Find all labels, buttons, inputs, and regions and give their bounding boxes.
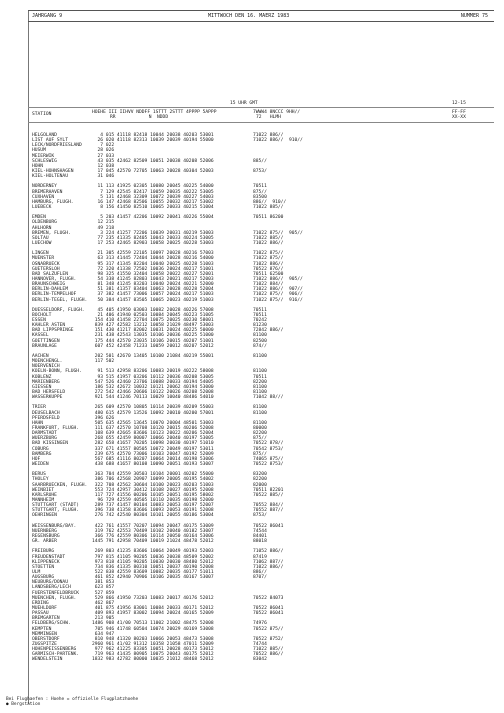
station-observation: 527 859	[92, 590, 115, 596]
station-observation: 93 515 41957 03206 10112 20036 40208 53005	[92, 374, 214, 380]
station-name: LIST AUF SYLT	[32, 138, 68, 144]
station-observation: 272 542 42466 20606 10122 20026 40208 52008	[92, 390, 214, 396]
station-name: CUXHAVEN	[32, 194, 55, 200]
station-name: FELDBERG/SCHW.	[32, 621, 71, 627]
station-weather-code: 71022 885//	[253, 235, 284, 241]
station-weather-code: 82200	[253, 379, 267, 385]
station-observation: 7 129 42545 82417 10059 20035 40222 53005	[92, 189, 214, 195]
station-name: MUEHLDORF	[32, 605, 57, 611]
station-observation: 11 113 41925 02305 10080 20045 40225 54000	[92, 184, 214, 190]
station-observation: 91 513 42958 83206 10083 20019 40222 58008	[92, 369, 214, 375]
station-name: GARMISCH-PARTENK.	[32, 652, 80, 658]
station-name: THOLEY	[32, 477, 49, 483]
station-weather-code: 70542 8753/	[253, 446, 284, 452]
station-name: KIEL-HOLTENAU	[32, 174, 68, 180]
station-name: LUECHOW	[32, 240, 52, 246]
station-name: BAD KISSINGEN	[32, 441, 68, 447]
station-observation: 268 655 42459 80007 10066 20040 40197 53005	[92, 436, 214, 442]
station-observation: 186 532 42672 10032 10121 20062 40194 53000	[92, 384, 214, 390]
station-weather-code: 70522 886//	[253, 652, 284, 658]
station-name: LECK/NORDFRIESLAND	[32, 143, 82, 149]
station-observation: 567 685 41116 80207 10064 20014 40198 53006	[92, 456, 214, 462]
station-name: SAARBRUECKEN, FLUGH.	[32, 482, 88, 488]
station-name: BREMERHAVEN	[32, 189, 63, 195]
station-observation: 839 427 42582 13212 10058 21029 48497 53003	[92, 323, 214, 329]
station-weather-code: 71042 88///	[253, 395, 284, 401]
station-weather-code: 81100	[253, 369, 267, 375]
station-name: ESSEN	[32, 318, 46, 324]
station-name: KOELN-BONN, FLUGH.	[32, 369, 82, 375]
station-weather-code: 875//	[253, 189, 267, 195]
station-observation: 95 317 41345 82204 10040 20025 40228 51003	[92, 261, 214, 267]
station-name: MEIERWIK	[32, 153, 55, 159]
station-observation: 381 853	[92, 580, 115, 586]
station-name: STOETTEN	[32, 564, 55, 570]
station-weather-code: 8753/	[253, 513, 267, 519]
report-title-bar	[28, 10, 494, 22]
station-name: LANDSBERG/LECH	[32, 585, 71, 591]
station-weather-code: 82200	[253, 477, 267, 483]
station-weather-code: 83500	[253, 194, 267, 200]
station-name: BERLIN-TEGEL, FLUGH.	[32, 297, 88, 303]
station-observation: 401 875 41956 83001 10084 20033 40171 52012	[92, 605, 214, 611]
station-weather-code: 71022 886// 907//	[253, 287, 303, 293]
station-observation: 63 313 41445 72404 10044 20028 40216 54000	[92, 256, 214, 262]
station-weather-code: 70522 84073	[253, 595, 284, 601]
station-name: AUGSBURG	[32, 575, 55, 581]
station-name: AACHEN	[32, 354, 49, 360]
column-wind-subheader: XX-XX	[452, 115, 466, 120]
station-weather-code: 81100	[253, 405, 267, 411]
station-name: GUETERSLOH	[32, 266, 60, 272]
station-observation: 422 761 41557 70207 10094 20047 40175 53009	[92, 523, 214, 529]
station-weather-code: 82000	[253, 482, 267, 488]
station-name: WEIDEN	[32, 462, 49, 467]
station-observation: 202 501 42670 13405 10100 21084 40219 55001	[92, 354, 214, 360]
station-weather-code: 70552 884//	[253, 503, 284, 509]
station-weather-code: 70522 8752/	[253, 636, 284, 642]
station-name: WASSERKUPPE	[32, 395, 63, 401]
station-observation: 623 857	[92, 585, 115, 591]
station-weather-code: 71022 875// 906//	[253, 292, 303, 298]
station-weather-code: 71022 884//	[253, 282, 284, 288]
station-observation: 289 737 41457 80104 10083 20053 40197 52007	[92, 503, 214, 509]
station-name: EMDEN	[32, 215, 46, 221]
station-observation: 27 033	[92, 153, 115, 159]
station-weather-code: 88018	[253, 539, 267, 545]
station-name: HELGOLAND	[32, 133, 57, 138]
header-rule-top	[28, 107, 494, 108]
station-weather-code: 83200	[253, 472, 267, 478]
station-observation: 1486 908 41/00 70513 11002 21002 48475 52008	[92, 621, 214, 627]
station-name: DARMSTADT	[32, 431, 57, 437]
station-name-column	[32, 133, 87, 662]
station-observation: 634 947	[92, 631, 115, 637]
column-codes-subheader: RR N NDDD	[110, 115, 169, 120]
station-observation: 734 836 41335 80310 10051 20037 40190 52008	[92, 564, 214, 570]
footnote	[6, 697, 138, 707]
station-weather-code: 74744	[253, 641, 267, 647]
station-observation: 213 905	[92, 616, 115, 622]
station-observation: 705 946 41748 60504 10074 20029 40169 53008	[92, 626, 214, 632]
station-name: OSNABRUECK	[32, 261, 60, 267]
station-name: KEMPTEN	[32, 626, 52, 632]
station-name: DUESSELDORF, FLUGH.	[32, 307, 85, 313]
station-name: HOHN	[32, 163, 44, 169]
station-observation: 265 609 42570 10805 10114 20039 40209 55003	[92, 405, 214, 411]
station-weather-code: 70522 86041	[253, 605, 284, 611]
station-name: MOENCHENGL.	[32, 359, 63, 365]
station-name: FUERSTENFELDBRUCK	[32, 590, 80, 596]
station-name: PFERDSFELD	[32, 415, 60, 421]
station-observation: 438 688 41657 80108 10090 20051 40193 53007	[92, 462, 214, 467]
station-weather-code: 71022 875// 916//	[253, 297, 303, 303]
station-name: HOF	[32, 456, 41, 462]
station-name: PASSAU	[32, 611, 49, 617]
station-weather-code: 70511 86200	[253, 215, 284, 221]
station-name: BREMEN, FLUGH.	[32, 230, 71, 236]
station-weather-code: 82500	[253, 338, 267, 344]
station-observation: 462 867	[92, 600, 115, 606]
station-weather-code: 70242	[253, 318, 267, 324]
station-name: BERLIN-DAHLEM	[32, 287, 68, 293]
station-name: NOERVENICH	[32, 364, 60, 370]
station-name: BRAUNLAGE	[32, 343, 57, 349]
station-name: GOETTINGEN	[32, 338, 60, 344]
station-observation: 547 526 42460 23706 10088 20033 40194 54005	[92, 379, 214, 385]
station-observation: 1832 983 42782 80000 10035 21012 48468 52012	[92, 657, 214, 663]
station-observation: 366 776 42559 80306 10114 20050 40164 53006	[92, 533, 214, 539]
station-observation: 175 444 42570 23035 10106 20015 40207 51001	[92, 338, 214, 344]
gmt-heading: 15 UHR GMT	[230, 101, 258, 106]
station-observation: 8 156 41450 82510 10065 20033 40215 51004	[92, 204, 214, 210]
station-observation: 151 430 41217 82002 10031 20024 40225 50000	[92, 328, 214, 334]
station-observation: 12 215	[92, 220, 115, 226]
station-weather-code: 70552 887//	[253, 508, 284, 514]
station-weather-code: 83042	[253, 657, 267, 663]
station-observation: 117 502	[92, 359, 115, 365]
station-weather-code: 71022 875//	[253, 251, 284, 257]
station-observation: 31 046	[92, 174, 115, 180]
station-weather-code: 74065 875//	[253, 456, 284, 462]
station-weather-code: 875//	[253, 436, 267, 442]
station-weather-code: 71022 885//	[253, 204, 284, 210]
station-observation: 54 338 41245 82803 10043 20021 40217 52003	[92, 276, 214, 282]
station-observation: 7 022	[92, 143, 115, 149]
station-name: WENDELSTEIN	[32, 657, 63, 663]
station-name: MANNHEIM	[32, 497, 55, 503]
station-name: BERUS	[32, 472, 46, 478]
station-name: HAMBURG, FLUGH.	[32, 199, 74, 205]
station-observation: 529 866 41950 73203 10083 20017 40176 52012	[92, 595, 214, 601]
station-observation: 2960 961 41/02 91312 10358 21058 47011 52009	[92, 641, 214, 647]
station-weather-code: 74976	[253, 621, 267, 627]
station-name: KASSEL	[32, 333, 49, 339]
station-weather-code: 81100	[253, 333, 267, 339]
station-observation: 719 963 41435 80905 10075 20043 40175 52012	[92, 652, 214, 658]
station-weather-code: 70522 875//	[253, 626, 284, 632]
station-name: GIESSEN	[32, 384, 52, 390]
station-name: BRAUNSCHWEIG	[32, 282, 66, 288]
station-observation: 239 675 42570 73006 10103 20047 40192 52009	[92, 451, 214, 457]
station-name: DEUSELBACH	[32, 410, 60, 416]
station-weather-code: 70511	[253, 307, 267, 313]
station-observation: 810 948 41320 80203 10066 20053 48473 53008	[92, 636, 214, 642]
station-observation: 77 235 41335 82405 10043 20033 40224 53005	[92, 235, 214, 241]
column-codes-header: HOEHE III IIHVV NDDFF 1STTT 2STTT 4PPPP 5APPP	[92, 110, 217, 115]
station-weather-code: 874//	[253, 343, 267, 349]
station-name: OLDENBURG	[32, 220, 57, 226]
station-weather-code: 81230	[253, 323, 267, 329]
station-observation: 282 658 41657 70205 10098 20030 40197 51010	[92, 441, 214, 447]
station-name: KAHLER ASTEN	[32, 323, 66, 329]
station-observation: 117 727 41556 00206 10105 20051 40195 58002	[92, 492, 214, 498]
station-observation: 51 381 41357 83404 10063 20028 40228 52004	[92, 287, 214, 293]
station-observation: 505 635 42565 13645 10070 20004 48501 53003	[92, 420, 214, 426]
station-weather-code: 70522 876//	[253, 266, 284, 272]
station-name: NORDERNEY	[32, 184, 57, 190]
station-name: SOLTAU	[32, 235, 49, 241]
station-name: MEMMINGEN	[32, 631, 57, 637]
station-observation: 363 704 42559 30503 10104 20001 40202 55000	[92, 472, 214, 478]
station-observation: 461 852 42940 70906 10106 20035 40167 53007	[92, 575, 214, 581]
station-observation: 1445 791 42958 70409 10019 21024 48478 52012	[92, 539, 214, 545]
station-observation: 553 724 42957 30412 10108 20027 40195 52008	[92, 487, 214, 493]
station-observation: 45 405 41950 03003 10082 20028 40226 57008	[92, 307, 214, 313]
observation-data-column	[92, 133, 214, 662]
station-observation: 797 815 41105 90205 10036 20038 48509 52002	[92, 554, 214, 560]
station-weather-code: 71052 886//	[253, 549, 284, 555]
station-name: WEISSENBURG/BAY.	[32, 523, 77, 529]
station-name: HANNOVER, FLUGH.	[32, 276, 77, 282]
weather-code-column	[253, 133, 303, 662]
issue-number: NUMMER 75	[460, 13, 488, 19]
station-observation: 154 410 41458 22704 10075 20025 40230 58001	[92, 318, 214, 324]
station-observation: 409 893 41957 83002 10094 20024 40165 52009	[92, 611, 214, 617]
time-group: 12-15	[452, 101, 466, 106]
station-weather-code: 87419	[253, 554, 267, 560]
station-observation: 43 035 42462 82509 10051 20038 40208 52006	[92, 158, 214, 164]
station-weather-code: 70522 878//	[253, 441, 284, 447]
station-name: FREIBURG	[32, 549, 55, 555]
station-weather-code: 70511	[253, 184, 267, 190]
station-name: COBURG	[32, 446, 49, 452]
station-weather-code: 886// 910//	[253, 199, 287, 205]
station-weather-code: 8753/	[253, 168, 267, 174]
station-name: GR. ARBER	[32, 539, 57, 545]
station-name: LINGEN	[32, 251, 49, 257]
station-weather-code: 72842 886//	[253, 328, 284, 334]
station-name: REGENSBURG	[32, 533, 60, 539]
station-name: HAHN	[32, 420, 44, 426]
station-name: BAD LIPPSPRINGE	[32, 328, 74, 334]
station-weather-code: 81100	[253, 410, 267, 416]
station-observation: 72 320 41338 72502 10036 20024 40217 51001	[92, 266, 214, 272]
station-observation: 17 253 42465 82903 10058 20025 40228 53003	[92, 240, 214, 246]
station-name: KARLSRUHE	[32, 492, 57, 498]
header-rule-bottom	[28, 122, 494, 123]
station-observation: 480 615 42579 13526 10092 20010 40200 57001	[92, 410, 214, 416]
station-weather-code: 875//	[253, 451, 267, 457]
station-name: AHLHORN	[32, 225, 52, 231]
station-weather-code: 70511	[253, 312, 267, 318]
station-name: KLIPPENECK	[32, 559, 60, 565]
station-name: HOHENPEISSENBERG	[32, 647, 77, 653]
column-wind-header: FF-FF	[452, 110, 466, 115]
station-name: MARIENBERG	[32, 379, 60, 385]
station-name: HUSUM	[32, 148, 46, 154]
station-observation: 3 224 41257 72206 10039 20031 40219 53003	[92, 230, 214, 236]
column-weather-subheader: 72 HLMH	[256, 115, 281, 120]
station-weather-code: 71022 886// 910//	[253, 138, 303, 144]
station-weather-code: 71022 885//	[253, 647, 284, 653]
station-weather-code: 70511 62500	[253, 271, 284, 277]
volume-label: JAHRGANG 9	[32, 13, 63, 19]
station-observation: 17 045 42570 72705 10063 20028 40304 52003	[92, 168, 214, 174]
station-observation: 108 639 42665 83606 10123 20022 40206 52004	[92, 431, 214, 437]
station-name: KOBLENZ	[32, 374, 52, 380]
station-weather-code: 81100	[253, 354, 267, 360]
station-name: BERLIN-TEMPELHOF	[32, 292, 77, 298]
station-observation: 276 742 42540 80304 10101 20055 40186 53004	[92, 513, 214, 519]
station-observation: 50 384 41457 83505 10065 20023 40219 51003	[92, 297, 214, 303]
station-name: BAD HERSFELD	[32, 390, 66, 396]
station-weather-code: 885//	[253, 158, 267, 164]
station-weather-code: 71022 875//	[253, 256, 284, 262]
station-observation: 5 203 41457 42206 10092 20041 40226 55004	[92, 215, 214, 221]
station-observation: 319 762 42553 70409 10102 20040 40182 53007	[92, 528, 214, 534]
station-observation: 26 020 41118 82313 10039 20039 40194 55000	[92, 138, 214, 144]
station-name: FRANKFURT, FLUGH.	[32, 426, 80, 432]
report-date: MITTWOCH DEN 16. MAERZ 1983	[208, 13, 290, 19]
station-name: STUTTGART, FLUGH.	[32, 508, 80, 514]
station-name: FREUDENSTADT	[32, 554, 66, 560]
station-name: TRIER	[32, 405, 46, 411]
station-observation: 396 738 41358 83606 10093 20053 40191 52008	[92, 508, 214, 514]
station-name: ULM	[32, 569, 41, 575]
station-observation: 231 438 42543 13035 10106 20036 40225 51000	[92, 333, 214, 339]
station-weather-code: 81100	[253, 390, 267, 396]
station-name: NEUBURG/DONAU	[32, 580, 68, 586]
station-name: KIEL-HOHNSHAGEN	[32, 168, 74, 174]
station-name: BAD SALZUFLEN	[32, 271, 68, 277]
station-weather-code: 82200	[253, 431, 267, 437]
station-name: STUTTGART (STADT)	[32, 503, 80, 509]
station-observation: 522 838 42559 83609 10082 20035 40177 51011	[92, 569, 214, 575]
station-weather-code: 886//	[253, 569, 267, 575]
station-name: WEINBIET	[32, 487, 55, 493]
station-observation: 5 131 42468 32309 10072 20039 40227 54003	[92, 194, 214, 200]
station-observation: 21 406 41940 02503 10084 20045 40223 51005	[92, 312, 214, 318]
station-observation: 21 305 42559 22105 10097 20028 40216 57003	[92, 251, 214, 257]
station-weather-code: 70522 885//	[253, 492, 284, 498]
station-observation: 396 626	[92, 415, 115, 421]
station-observation: 973 818 41105 90205 10030 20030 48480 52012	[92, 559, 214, 565]
station-observation: 96 729 42559 40505 10110 20035 40198 52000	[92, 497, 214, 503]
station-observation: 4 015 41118 82418 10044 20038 40203 53001	[92, 133, 214, 138]
column-weather-header: 7WWW4 8NCCC 9HH//	[253, 110, 301, 115]
station-weather-code: 70522 86041	[253, 611, 284, 617]
station-weather-code: 80000	[253, 426, 267, 432]
station-observation: 37 382 41457 73006 10057 20024 40217 51003	[92, 292, 214, 298]
station-name: NUERNBERG	[32, 528, 57, 534]
station-weather-code: 70511 82201	[253, 487, 284, 493]
station-observation: 607 452 42458 71233 10059 20012 40207 52012	[92, 343, 214, 349]
station-observation: 16 147 42468 82506 10055 20032 40217 53002	[92, 199, 214, 205]
station-weather-code: 71062 887//	[253, 559, 284, 565]
station-weather-code: 81100	[253, 420, 267, 426]
station-observation: 81 348 41245 83203 10040 20024 40221 52000	[92, 282, 214, 288]
station-observation: 921 544 41246 70113 10029 10040 48486 54010	[92, 395, 214, 401]
station-observation: 269 803 41235 83606 10064 20049 40193 52003	[92, 549, 214, 555]
station-name: LUEBECK	[32, 204, 52, 210]
station-weather-code: 71022 886//	[253, 240, 284, 246]
left-margin-line	[28, 10, 29, 704]
footnote-airport: Bei Flughaefen : Hoehe = offizielle Flugplatzhoehe	[6, 697, 139, 702]
station-name: OBERSTDORF	[32, 636, 60, 642]
station-name: WUERZBURG	[32, 436, 57, 442]
station-name: BOCHOLT	[32, 312, 52, 318]
station-weather-code: 81100	[253, 384, 267, 390]
station-observation: 337 671 41557 80505 10072 20049 40197 53011	[92, 446, 214, 452]
station-observation: 322 708 42562 30604 10100 20023 40203 51003	[92, 482, 214, 488]
station-observation: 977 962 41225 83305 10051 20028 40173 53012	[92, 647, 214, 653]
station-weather-code: 8707/	[253, 575, 267, 581]
station-name: ZUGSPITZE	[32, 641, 57, 647]
station-observation: 111 637 42570 10708 10120 20015 40206 52008	[92, 426, 214, 432]
station-observation: 49 218	[92, 225, 115, 231]
station-observation: 28 026	[92, 148, 115, 154]
station-observation: 98 325 41550 32404 10058 20022 40227 52001	[92, 271, 214, 277]
station-weather-code: 84401	[253, 533, 267, 539]
station-weather-code: 70522 86041	[253, 523, 284, 529]
station-weather-code: 71022 886//	[253, 564, 284, 570]
station-name: BREMGARTEN	[32, 616, 60, 622]
station-weather-code: 71022 886//	[253, 261, 284, 267]
station-weather-code: 70511	[253, 374, 267, 380]
station-weather-code: 71022 886// 905//	[253, 276, 303, 282]
station-weather-code: 70522 8753/	[253, 462, 284, 467]
station-observation: 12 038	[92, 163, 115, 169]
station-weather-code: 71022 886//	[253, 133, 284, 138]
station-observation: 386 706 42568 20907 10099 20005 40195 54002	[92, 477, 214, 483]
station-name: MUENCHEN, FLUGH.	[32, 595, 77, 601]
column-station-header: STATION	[32, 112, 52, 117]
station-weather-code: 71022 875// 905//	[253, 230, 303, 236]
footnote-mountain-station: ● Bergstation	[6, 702, 41, 707]
station-weather-code: 74544	[253, 528, 267, 534]
station-name: SCHLESWIG	[32, 158, 57, 164]
station-name: MUENSTER	[32, 256, 55, 262]
station-name: ERDING	[32, 600, 49, 606]
station-name: BAMBERG	[32, 451, 52, 457]
station-name: OEHRINGEN	[32, 513, 57, 519]
